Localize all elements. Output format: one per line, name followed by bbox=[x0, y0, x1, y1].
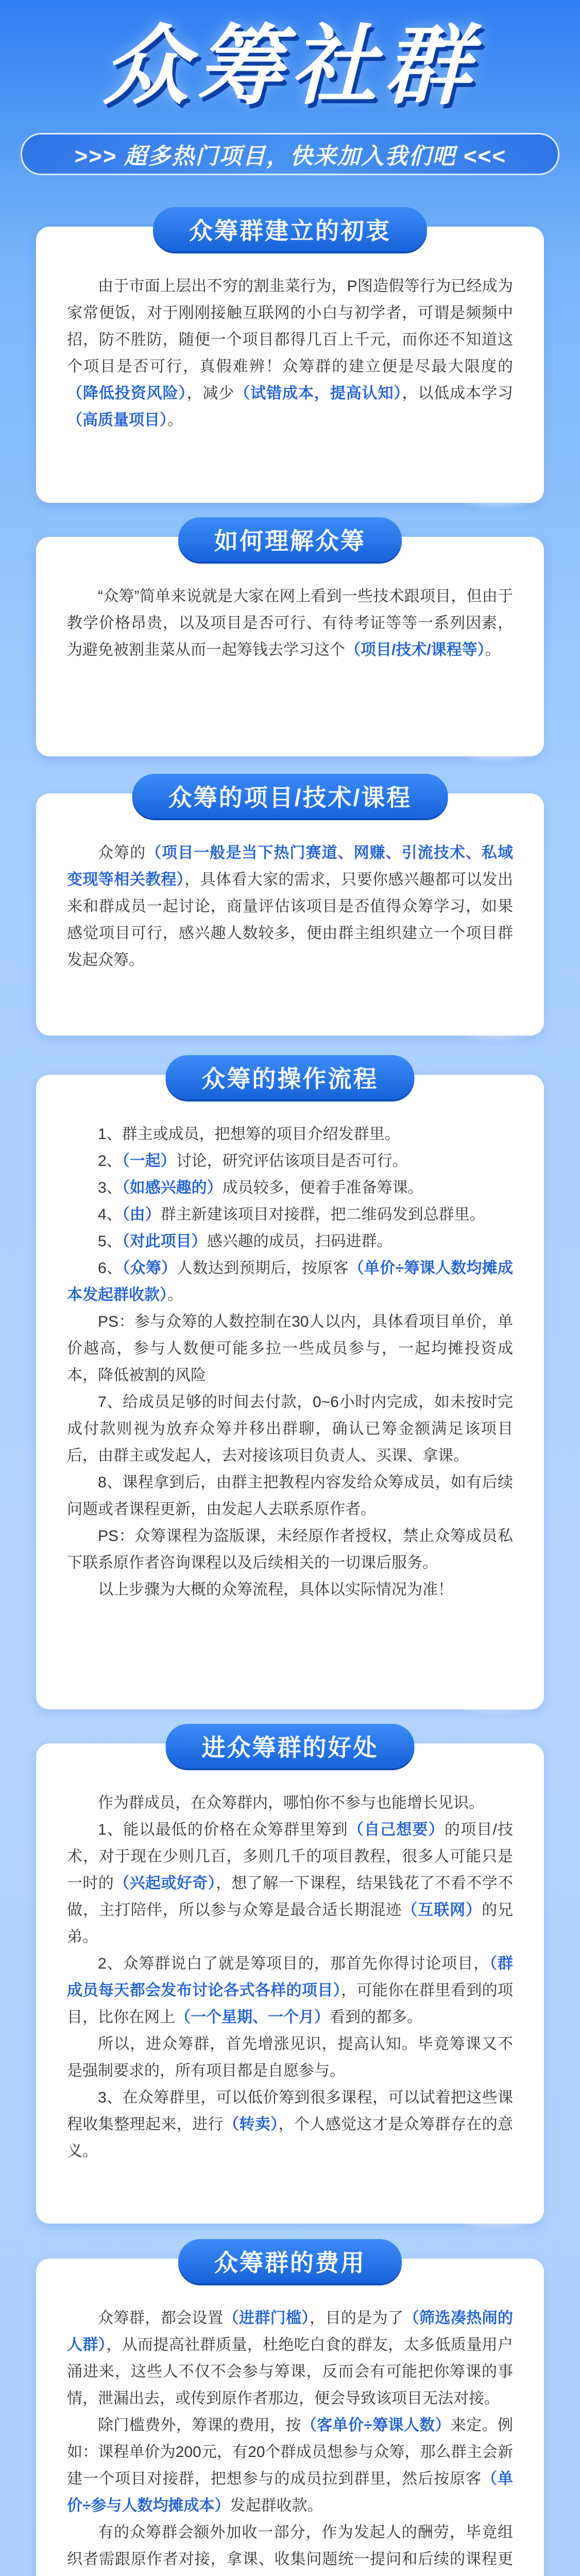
highlight-text: （高质量项目） bbox=[67, 412, 167, 429]
highlight-text: （项目/技术/课程等） bbox=[345, 641, 485, 658]
highlight-text: （一起） bbox=[122, 1153, 176, 1170]
highlight-text: （单价÷筹课人数均摊成本发起群收款） bbox=[67, 1260, 514, 1303]
card-sheen-decoration bbox=[446, 1681, 549, 1717]
text-run: 3、 bbox=[98, 1179, 122, 1196]
highlight-text: （群成员每天都会发布讨论各式各样的项目） bbox=[67, 1955, 513, 1999]
paragraph bbox=[67, 2084, 513, 2165]
highlight-text: （众筹） bbox=[122, 1260, 177, 1277]
paragraph bbox=[67, 2519, 513, 2576]
section-title: 众筹的项目/技术/课程 bbox=[132, 774, 448, 818]
text-run: 3、在众筹群里，可以低价筹到很多课程，可以试着把这些课程收集整理起来，进行 bbox=[67, 2089, 513, 2133]
text-run: 感兴趣的成员，扫码进群。 bbox=[207, 1233, 393, 1250]
text-run: 1、群主或成员，把想筹的项目介绍发群里。 bbox=[98, 1126, 400, 1143]
paragraph bbox=[67, 1148, 513, 1175]
text-run: 众筹的 bbox=[98, 844, 146, 861]
text-run: 讨论，研究评估该项目是否可行。 bbox=[176, 1153, 408, 1170]
highlight-text: （试错成本，提高认知） bbox=[234, 385, 402, 402]
paragraph bbox=[67, 583, 513, 664]
text-run: ，目的是为了 bbox=[309, 2310, 404, 2327]
text-run: 发起群收款。 bbox=[230, 2497, 323, 2514]
section-card-2 bbox=[36, 528, 544, 756]
paragraph bbox=[67, 1790, 513, 1817]
text-run: 来定。例如：课程单价为200元，有20个群成员想参与众筹，那么群主会新建一个项目对接群，把想参与的成员拉到群里，然后按原客 bbox=[67, 2417, 514, 2487]
section-body bbox=[36, 1743, 544, 2185]
text-run: PS：参与众筹的人数控制在30人以内，具体看项目单价，单价越高，参与人数便可能多拉一些成员参与，一起均摊投资成本，降低被割的风险 bbox=[67, 1313, 513, 1384]
highlight-text: （一个星期、一个月） bbox=[175, 2009, 330, 2026]
section-title: 众筹群的费用 bbox=[178, 2239, 402, 2283]
paragraph bbox=[67, 1951, 513, 2031]
paragraph bbox=[67, 1389, 513, 1469]
section-title: 如何理解众筹 bbox=[178, 517, 402, 562]
highlight-text: （由） bbox=[122, 1206, 161, 1223]
card-sheen-decoration bbox=[446, 2195, 549, 2231]
section-title: 众筹群建立的初衷 bbox=[153, 207, 427, 251]
highlight-text: （兴起或好奇） bbox=[114, 1875, 216, 1892]
text-run: 人数达到预期后，按原客 bbox=[177, 1260, 349, 1277]
section-body bbox=[36, 1075, 544, 1624]
paragraph bbox=[67, 1175, 513, 1201]
text-run: ，以低成本学习 bbox=[402, 385, 514, 402]
text-run: 1、能以最低的价格在众筹群里筹到 bbox=[98, 1821, 348, 1838]
text-run: 8、课程拿到后，由群主把教程内容发给众筹成员，如有后续问题或者课程更新，由发起人去联系原作者。 bbox=[67, 1474, 513, 1518]
highlight-text: （进群门槛） bbox=[223, 2310, 310, 2327]
section-card-3 bbox=[36, 784, 544, 1036]
paragraph bbox=[67, 1817, 513, 1951]
text-run: 作为群成员，在众筹群内，哪怕你不参与也能增长见识。 bbox=[98, 1794, 484, 1811]
text-run: ，个人感觉这才是众筹群存在的意义。 bbox=[67, 2116, 514, 2160]
highlight-text: （互联网） bbox=[402, 1902, 482, 1919]
section-body bbox=[36, 793, 544, 994]
highlight-text: （降低投资风险） bbox=[67, 385, 187, 402]
highlight-text: （对此项目） bbox=[122, 1233, 207, 1250]
text-run: 2、众筹群说白了就是筹项目的，那首先你得讨论项目， bbox=[98, 1955, 490, 1972]
text-run: 由于市面上层出不穷的割韭菜行为，P图造假等行为已经成为家常便饭，对于刚刚接触互联网的小白与初学者，可谓是频频中招，防不胜防，随便一个项目都得几百上千元，而你还不知道这个项目是否可行，真假难辨！众筹群的建立便是尽最大限度的 bbox=[67, 278, 513, 375]
text-run: “众筹”简单来说就是大家在网上看到一些技术跟项目，但由于教学价格昂贵，以及项目是否可行、有待考证等等一系列因素，为避免被割韭菜从而一起筹钱去学习这个 bbox=[67, 588, 513, 658]
text-run: 看到的都多。 bbox=[330, 2009, 422, 2026]
paragraph bbox=[67, 2031, 513, 2084]
text-run: PS：众筹课程为盗版课，未经原作者授权，禁止众筹成员私下联系原作者咨询课程以及后续相关的一切课后服务。 bbox=[67, 1528, 513, 1571]
paragraph bbox=[67, 1121, 513, 1148]
text-run: ，可能你在群里看到的项目，比你在网上 bbox=[67, 1982, 514, 2026]
text-run: 的兄弟。 bbox=[67, 1902, 514, 1945]
section-card-1 bbox=[36, 217, 544, 503]
section-card-4 bbox=[36, 1065, 544, 1709]
highlight-text: （筛选凑热闹的人群） bbox=[67, 2310, 514, 2353]
section-title: 进众筹群的好处 bbox=[166, 1724, 415, 1768]
subtitle-banner: >>> 超多热门项目，快来加入我们吧 <<< bbox=[21, 133, 559, 175]
paragraph bbox=[67, 2412, 513, 2519]
paragraph bbox=[67, 1228, 513, 1255]
header-banner bbox=[0, 0, 580, 196]
section-card-5 bbox=[36, 1734, 544, 2224]
card-sheen-decoration bbox=[446, 1007, 549, 1043]
text-run: 5、 bbox=[98, 1233, 122, 1250]
section-body bbox=[36, 2259, 544, 2576]
highlight-text: （自己想要） bbox=[348, 1821, 445, 1838]
text-run: 。 bbox=[485, 641, 501, 658]
text-run: ，减少 bbox=[186, 385, 235, 402]
card-sheen-decoration bbox=[446, 474, 549, 510]
paragraph bbox=[67, 1523, 513, 1577]
text-run: 。 bbox=[167, 1286, 183, 1303]
text-run: 成员较多，便着手准备筹课。 bbox=[222, 1179, 423, 1196]
section-title: 众筹的操作流程 bbox=[166, 1055, 415, 1099]
page-title: 众筹社群 bbox=[103, 18, 477, 114]
paragraph bbox=[67, 840, 513, 974]
text-run: 6、 bbox=[98, 1260, 123, 1277]
text-run: 除门槛费外，筹课的费用，按 bbox=[98, 2417, 301, 2434]
paragraph bbox=[67, 1469, 513, 1523]
text-run: 众筹群，都会设置 bbox=[98, 2310, 224, 2327]
text-run: 7、给成员足够的时间去付款，0~6小时内完成，如未按时完成付款则视为放弃众筹并移出群聊，确认已筹金额满足该项目后，由群主或发起人，去对接该项目负责人、买课、拿课。 bbox=[67, 1394, 513, 1464]
text-run: 2、 bbox=[98, 1153, 122, 1170]
paragraph bbox=[67, 273, 513, 434]
highlight-text: （如感兴趣的） bbox=[122, 1179, 223, 1196]
text-run: 有的众筹群会额外加收一部分，作为发起人的酬劳，毕竟组织者需跟原作者对接，拿课、收集问题统一提问和后续的课程更 bbox=[67, 2524, 513, 2568]
text-run: 群主新建该项目对接群，把二维码发到总群里。 bbox=[160, 1206, 485, 1223]
text-run: 所以，进众筹群，首先增涨见识，提高认知。毕竟筹课又不是强制要求的，所有项目都是自愿参与。 bbox=[67, 2036, 513, 2079]
highlight-text: （客单价÷筹课人数） bbox=[301, 2417, 451, 2434]
text-run: 4、 bbox=[98, 1206, 122, 1223]
paragraph bbox=[67, 1255, 513, 1309]
text-run: ，想了解一下课程，结果钱花了不看不学不做，主打陪伴，所以参与众筹是最合适长期混迹 bbox=[67, 1875, 514, 1919]
card-sheen-decoration bbox=[446, 727, 549, 764]
text-run: 以上步骤为大概的众筹流程，具体以实际情况为准！ bbox=[98, 1581, 453, 1598]
paragraph bbox=[67, 1201, 513, 1228]
text-run: ，具体看大家的需求，只要你感兴趣都可以发出来和群成员一起讨论，商量评估该项目是否值得众筹学习，如果感觉项目可行，感兴趣人数较多，便由群主组织建立一个项目群发起众筹。 bbox=[67, 871, 514, 969]
highlight-text: （项目一般是当下热门赛道、网赚、引流技术、私域变现等相关教程） bbox=[67, 844, 514, 888]
paragraph bbox=[67, 1309, 513, 1389]
paragraph bbox=[67, 2305, 513, 2412]
section-body bbox=[36, 227, 544, 454]
text-run: 。 bbox=[167, 412, 183, 429]
paragraph bbox=[67, 1577, 513, 1603]
highlight-text: （单价÷参与人数均摊成本） bbox=[67, 2470, 514, 2514]
text-run: 的项目/技术，对于现在少则几百，多则几千的项目教程，很多人可能只是一时的 bbox=[67, 1821, 514, 1892]
text-run: ，从而提高社群质量，杜绝吃白食的群友，太多低质量用户涌进来，这些人不仅不会参与筹课，反而会有可能把你筹课的事情，泄漏出去，或传到原作者那边，便会导致该项目无法对接。 bbox=[67, 2336, 514, 2407]
highlight-text: （转卖） bbox=[223, 2116, 279, 2133]
section-card-6 bbox=[36, 2249, 544, 2576]
